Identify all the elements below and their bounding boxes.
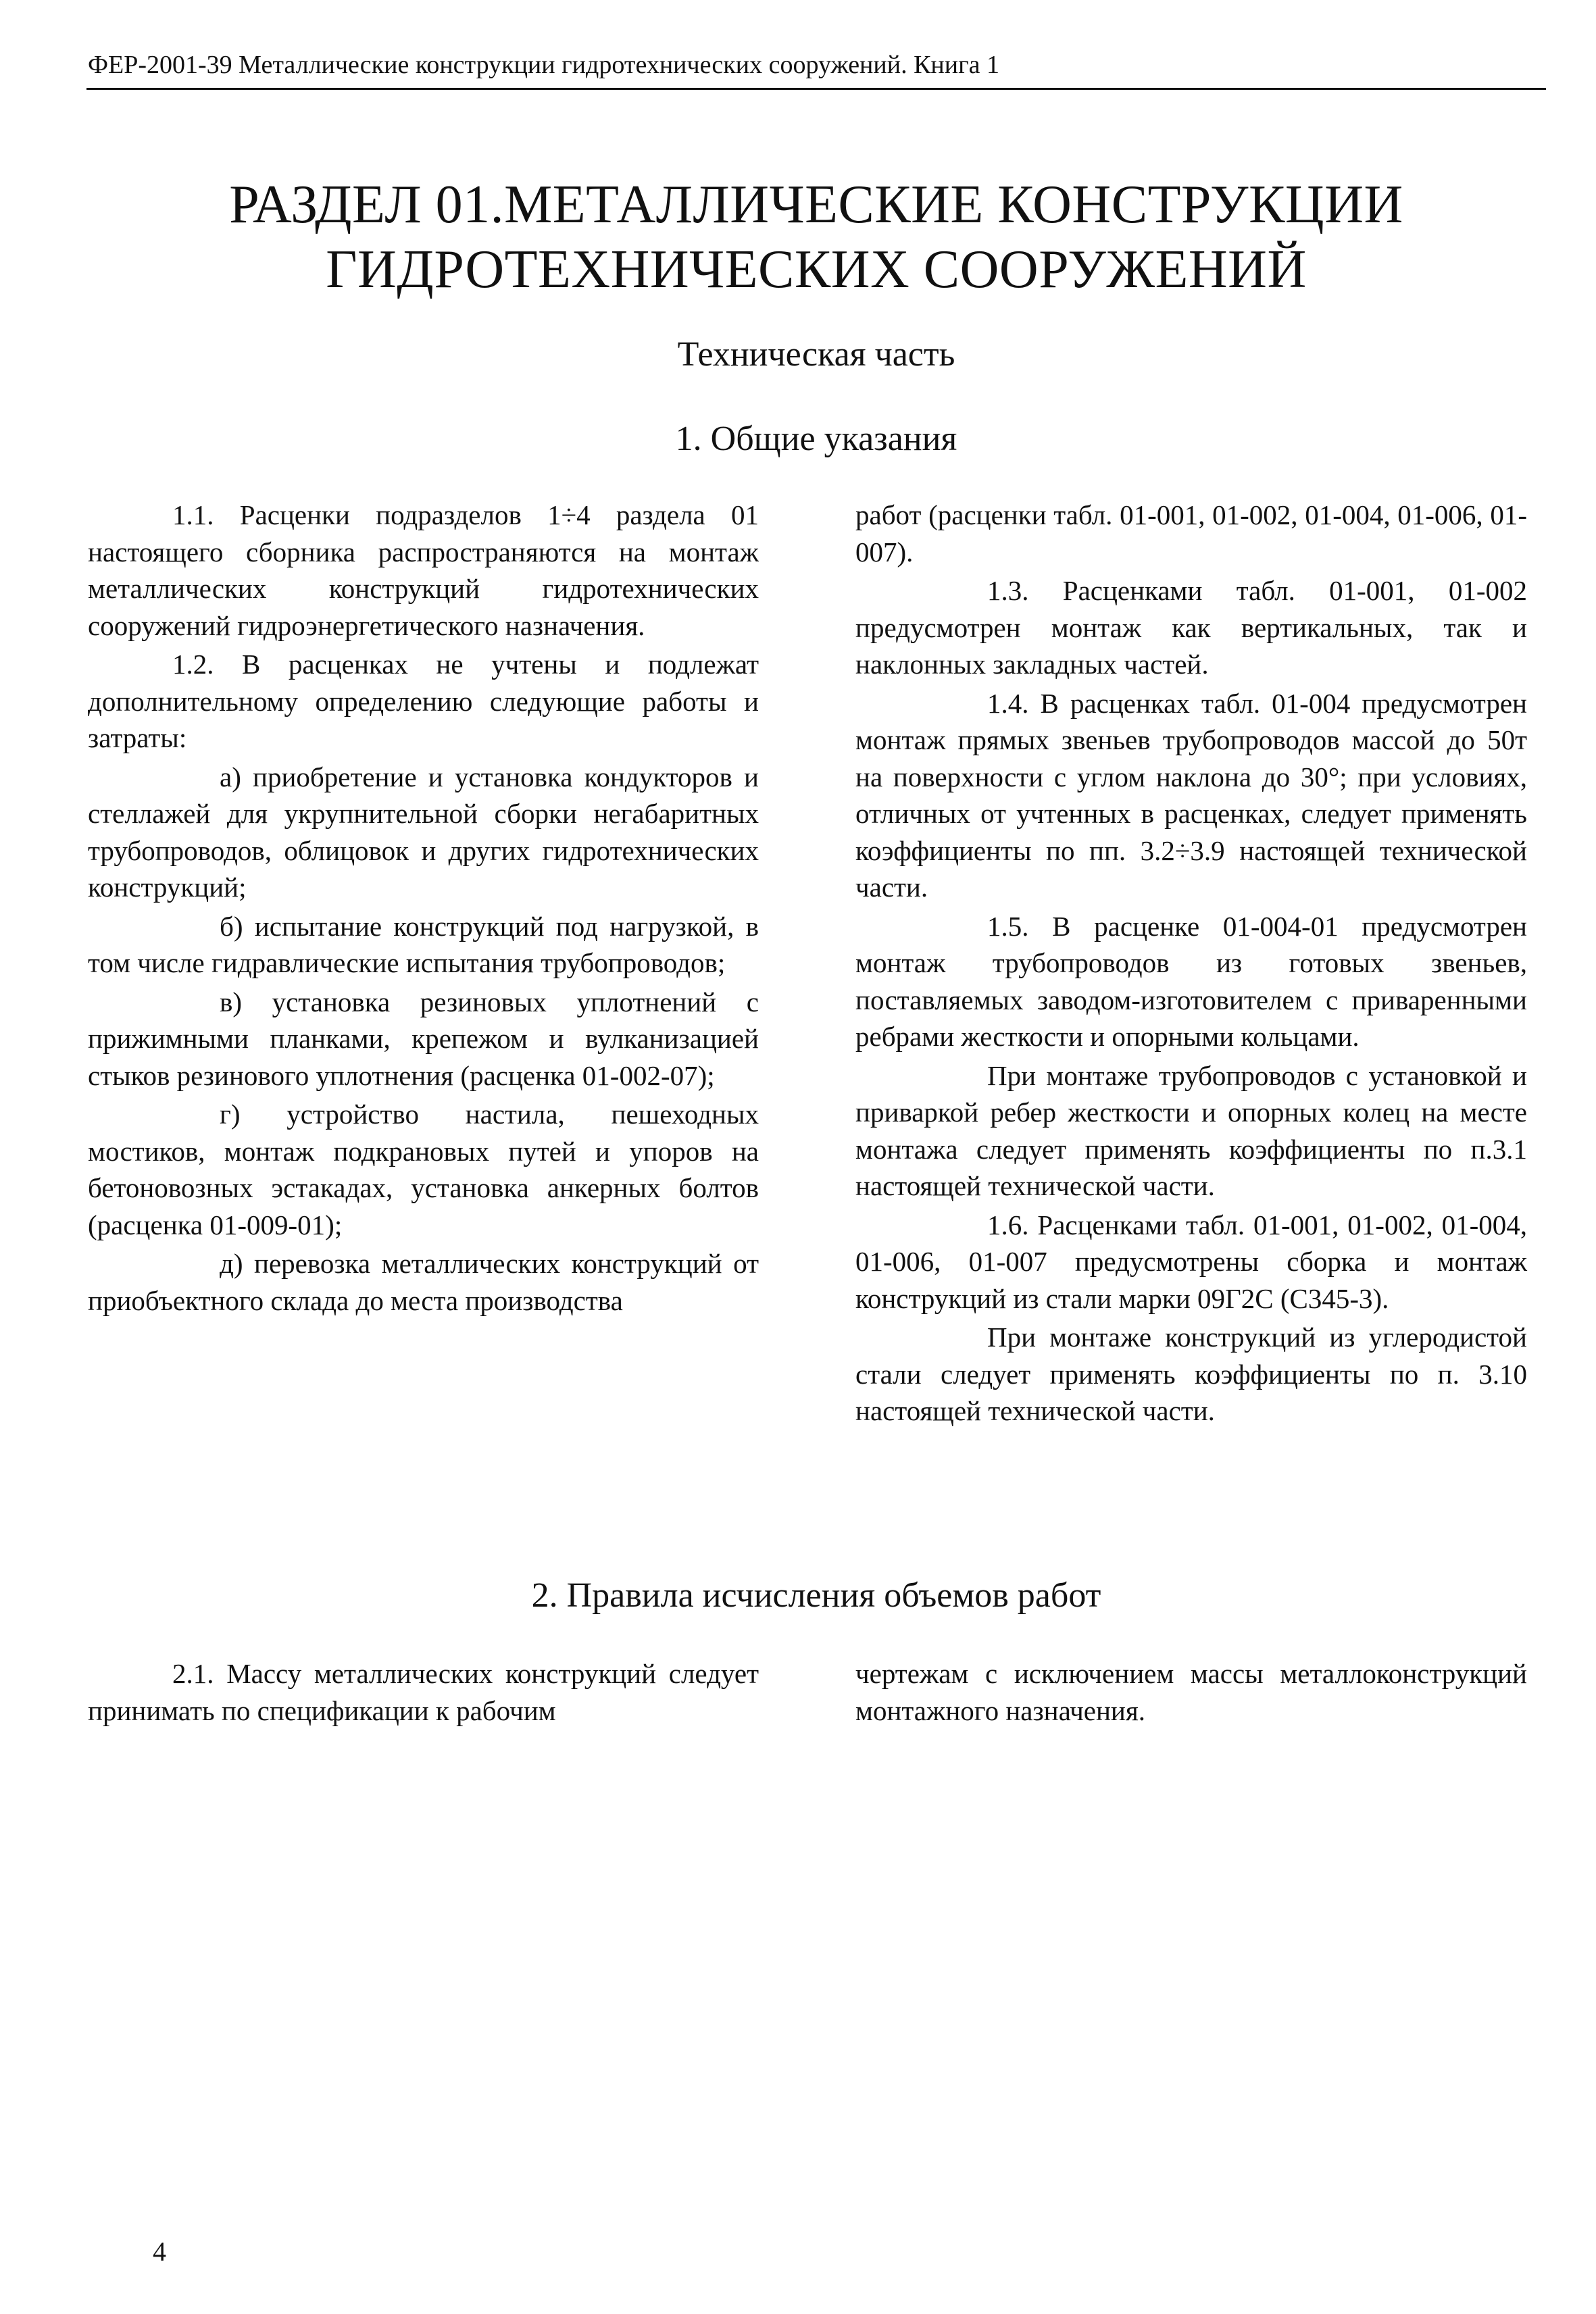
heading-general-instructions: 1. Общие указания (675, 420, 957, 458)
heading-volume-rules: 2. Правила исчисления объемов работ (531, 1576, 1101, 1615)
right-column-rules (855, 1655, 1527, 1731)
paragraph-1-3: 1.3. Расценками табл. 01-001, 01-002 предусмотрен монтаж как вертикальных, так и наклонных закладных частей. (855, 575, 1527, 680)
paragraph-1-5-continued: При монтаже трубопроводов с установкой и приваркой ребер жесткости и опорных колец на месте монтажа следует применять коэффициенты по п.3.1 настоящей технической части. (855, 1059, 1527, 1201)
list-item-d: д) перевозка металлических конструкций от приобъектного склада до места производства (88, 1248, 759, 1316)
paragraph-2-1-continuation: чертежам с исключением массы металлоконструкций монтажного назначения. (855, 1658, 1527, 1726)
section-title-line-2: ГИДРОТЕХНИЧЕСКИХ СООРУЖЕНИЙ (326, 240, 1307, 299)
paragraph-2-1: 2.1. Массу металлических конструкций следует принимать по спецификации к рабочим (88, 1658, 759, 1726)
paragraph-1-2: 1.2. В расценках не учтены и подлежат дополнительному определению следующие работы и затраты: (88, 649, 759, 753)
section-title-line-1: РАЗДЕЛ 01.МЕТАЛЛИЧЕСКИЕ КОНСТРУКЦИИ (229, 175, 1403, 234)
paragraph-1-4: 1.4. В расценках табл. 01-004 предусмотрен монтаж прямых звеньев трубопроводов массой до 50т на поверхности с углом наклона до 30°; при условиях, отличных от учтенных в расценках, следует применять коэффициенты по пп. 3.2÷3.9 настоящей технической части. (855, 687, 1527, 903)
list-item-b: б) испытание конструкций под нагрузкой, в том числе гидравлические испытания трубопроводов; (88, 910, 759, 978)
header-rule (86, 88, 1546, 90)
paragraph-1-1: 1.1. Расценки подразделов 1÷4 раздела 01 настоящего сборника распространяются на монтаж металлических конструкций гидротехнических сооружений гидроэнергетического назначения. (88, 499, 759, 641)
list-item-g: г) устройство настила, пешеходных мостиков, монтаж подкрановых путей и упоров на бетоновозных эстакадах, установка анкерных болтов (расценка 01-009-01); (88, 1099, 759, 1240)
right-column-general (855, 497, 1527, 1432)
paragraph-1-5: 1.5. В расценке 01-004-01 предусмотрен монтаж трубопроводов из готовых звеньев, поставляемых заводом-изготовителем с приваренными ребрами жесткости и опорными кольцами. (855, 910, 1527, 1052)
part-title: Техническая часть (677, 335, 955, 374)
page-number: 4 (153, 2236, 166, 2267)
list-item-d-continuation: работ (расценки табл. 01-001, 01-002, 01-004, 01-006, 01-007). (855, 499, 1527, 568)
list-item-v: в) установка резиновых уплотнений с прижимными планками, крепежом и вулканизацией стыков резинового уплотнения (расценка 01-002-07); (88, 986, 759, 1091)
paragraph-1-6-continued: При монтаже конструкций из углеродистой стали следует применять коэффициенты по п. 3.10 настоящей технической части. (855, 1322, 1527, 1426)
left-column-rules (88, 1655, 759, 1731)
running-header: ФЕР-2001-39 Металлические конструкции гидротехнических сооружений. Книга 1 (88, 51, 1000, 79)
paragraph-1-6: 1.6. Расценками табл. 01-001, 01-002, 01-004, 01-006, 01-007 предусмотрены сборка и монтаж конструкций из стали марки 09Г2С (С345-3). (855, 1209, 1527, 1314)
left-column-general (88, 497, 759, 1321)
list-item-a: а) приобретение и установка кондукторов и стеллажей для укрупнительной сборки негабаритных трубопроводов, облицовок и других гидротехнических конструкций; (88, 761, 759, 903)
section-title (86, 172, 1546, 302)
